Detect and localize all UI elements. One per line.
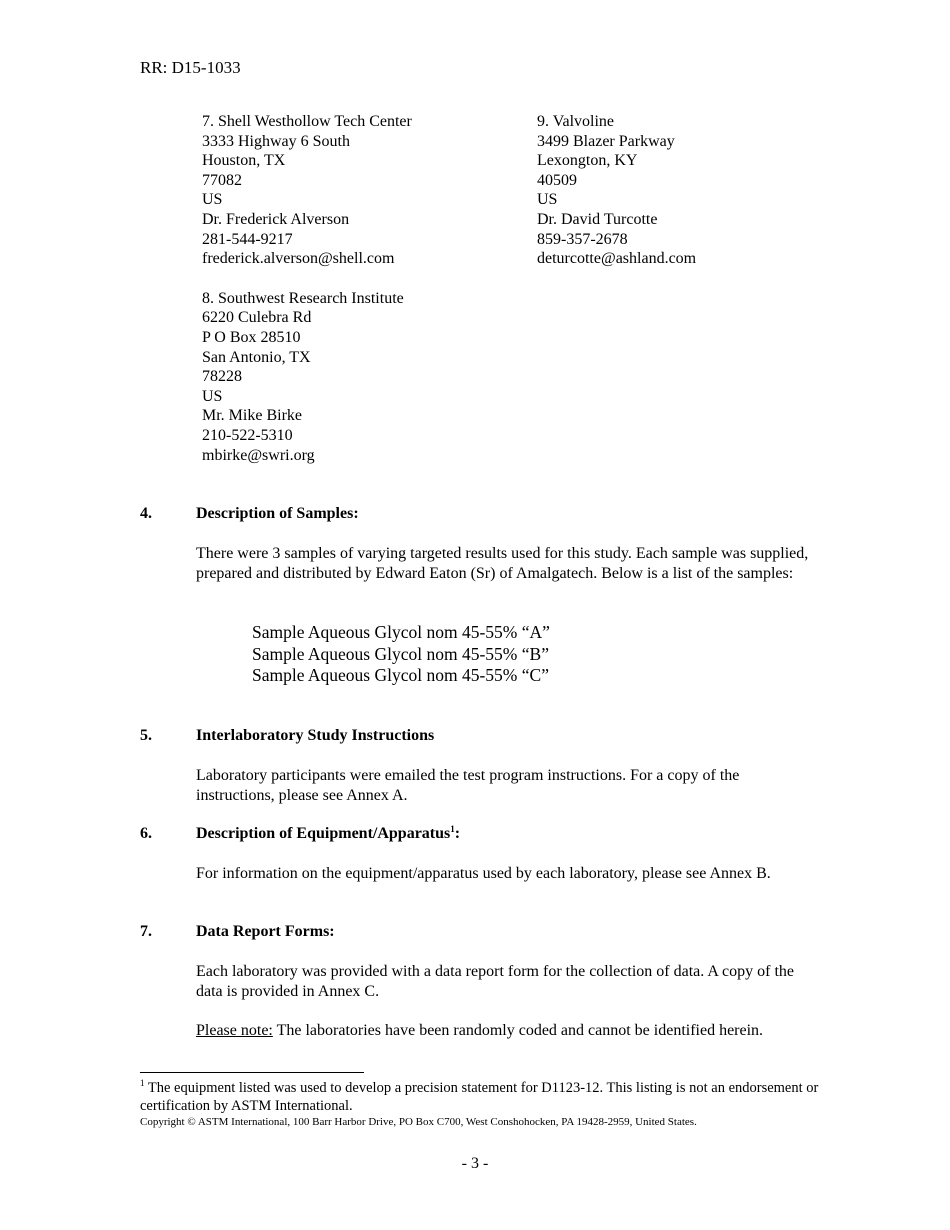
section-4-body: There were 3 samples of varying targeted results used for this study. Each sample was supplied, prepared and distributed by Edward Eaton (Sr) of Amalgatech. Below is a list of the samples: — [196, 545, 809, 582]
lab-zip: 77082 — [202, 171, 242, 189]
lab-country: US — [537, 191, 558, 209]
lab-city: Lexongton, KY — [537, 152, 638, 170]
footnote-text: The equipment listed was used to develop a precision statement for D1123-12. This listing is not an endorsement or certification by ASTM International. — [140, 1080, 819, 1114]
lab-list-left — [202, 112, 412, 465]
lab-entry — [202, 289, 412, 465]
lab-name: 8. Southwest Research Institute — [202, 289, 404, 307]
footnote-divider — [140, 1072, 364, 1073]
lab-po-box: P O Box 28510 — [202, 328, 301, 346]
section-6-body: For information on the equipment/apparatus used by each laboratory, please see Annex B. — [196, 865, 771, 882]
section-7-title: Data Report Forms: — [196, 923, 335, 940]
lab-phone: 859-357-2678 — [537, 230, 628, 248]
lab-name: 7. Shell Westhollow Tech Center — [202, 113, 412, 130]
lab-country: US — [202, 387, 223, 405]
lab-contact: Dr. Frederick Alverson — [202, 210, 350, 228]
lab-contact: Mr. Mike Birke — [202, 407, 302, 425]
footnote-number: 1 — [140, 1078, 145, 1088]
note-text: The laboratories have been randomly coded and cannot be identified herein. — [272, 1022, 764, 1039]
sample-item: Sample Aqueous Glycol nom 45-55% “B” — [252, 643, 549, 664]
sample-list — [252, 622, 550, 687]
footnote — [140, 1079, 820, 1115]
footnote-mark: 1 — [450, 824, 455, 834]
section-4-title: Description of Samples: — [196, 505, 359, 522]
lab-contact: Dr. David Turcotte — [537, 210, 658, 228]
lab-email: mbirke@swri.org — [202, 446, 315, 464]
note-label: Please note: — [196, 1022, 273, 1039]
section-6-title — [196, 825, 460, 843]
lab-zip: 40509 — [537, 171, 577, 189]
section-5-number: 5. — [140, 727, 152, 744]
section-7-note — [196, 1021, 763, 1041]
page-header: RR: D15-1033 — [140, 58, 241, 77]
lab-list-right — [537, 112, 696, 269]
section-7-number: 7. — [140, 923, 152, 940]
section-7-body: Each laboratory was provided with a data report form for the collection of data. A copy of the data is provided in Annex C. — [196, 963, 795, 1000]
section-4-number: 4. — [140, 505, 152, 522]
lab-city: Houston, TX — [202, 152, 286, 170]
lab-address: 3333 Highway 6 South — [202, 132, 350, 150]
section-5-title: Interlaboratory Study Instructions — [196, 727, 435, 744]
lab-country: US — [202, 191, 223, 209]
sample-item: Sample Aqueous Glycol nom 45-55% “C” — [252, 665, 549, 685]
copyright-notice: Copyright © ASTM International, 100 Barr Harbor Drive, PO Box C700, West Conshohocken, PA 19428-2959, United States. — [140, 1116, 697, 1128]
lab-phone: 210-522-5310 — [202, 426, 293, 444]
lab-entry — [537, 112, 696, 269]
page-number: - 3 - — [461, 1155, 489, 1172]
lab-email: deturcotte@ashland.com — [537, 250, 697, 268]
lab-address: 6220 Culebra Rd — [202, 309, 312, 327]
lab-phone: 281-544-9217 — [202, 230, 293, 248]
lab-zip: 78228 — [202, 368, 242, 386]
section-5-body: Laboratory participants were emailed the test program instructions. For a copy of the instructions, please see Annex A. — [196, 767, 740, 804]
section-6-title-suffix: : — [454, 825, 461, 842]
lab-entry — [202, 112, 412, 269]
lab-city: San Antonio, TX — [202, 348, 311, 366]
section-6-number: 6. — [140, 825, 152, 842]
sample-item: Sample Aqueous Glycol nom 45-55% “A” — [252, 622, 550, 642]
lab-address: 3499 Blazer Parkway — [537, 132, 675, 150]
lab-name: 9. Valvoline — [537, 113, 615, 130]
section-6-title-text: Description of Equipment/Apparatus — [196, 825, 451, 842]
lab-email: frederick.alverson@shell.com — [202, 250, 395, 268]
